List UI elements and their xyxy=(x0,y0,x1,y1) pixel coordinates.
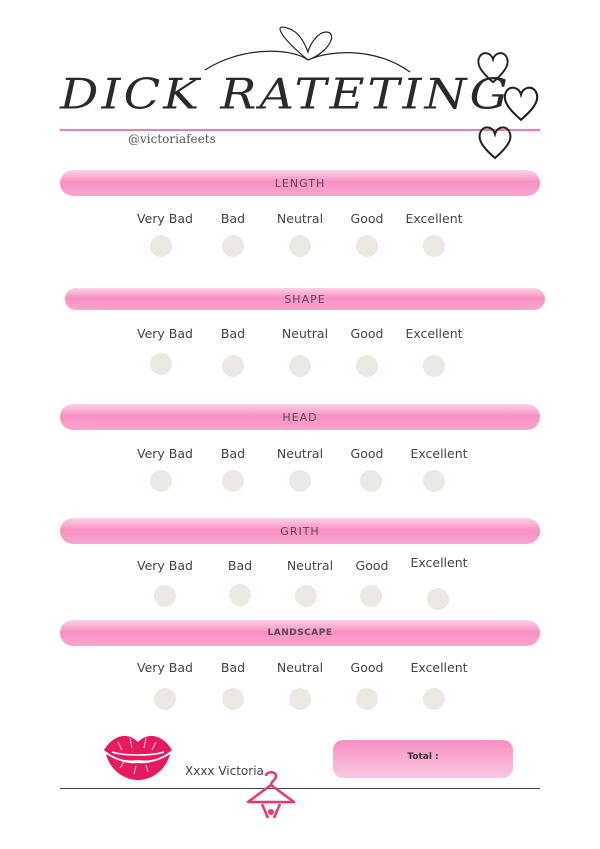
rating-dot-grith-bad[interactable] xyxy=(229,584,251,606)
section-band-head: HEAD xyxy=(60,404,540,430)
rating-dot-length-good[interactable] xyxy=(356,235,378,257)
option-label-good: Good xyxy=(355,558,389,573)
section-band-grith: GRITH xyxy=(60,518,540,544)
lips-kiss-icon xyxy=(100,728,176,784)
option-label-excellent: Excellent xyxy=(410,555,468,570)
rating-dot-shape-neutral[interactable] xyxy=(289,355,311,377)
rating-dot-shape-excellent[interactable] xyxy=(423,355,445,377)
rating-dot-length-bad[interactable] xyxy=(222,235,244,257)
rating-dot-shape-bad[interactable] xyxy=(222,355,244,377)
option-label-excellent: Excellent xyxy=(410,446,468,461)
rating-dot-landscape-bad[interactable] xyxy=(222,688,244,710)
rating-dot-head-good[interactable] xyxy=(360,470,382,492)
rating-dot-length-neutral[interactable] xyxy=(289,235,311,257)
signature-line xyxy=(60,788,540,789)
rating-dot-landscape-good[interactable] xyxy=(356,688,378,710)
option-label-excellent: Excellent xyxy=(405,326,463,341)
rating-dot-head-neutral[interactable] xyxy=(289,470,311,492)
rating-dot-length-excellent[interactable] xyxy=(423,235,445,257)
option-label-very-bad: Very Bad xyxy=(137,446,193,461)
option-label-very-bad: Very Bad xyxy=(137,326,193,341)
heart-icon xyxy=(500,82,542,124)
rating-dot-landscape-neutral[interactable] xyxy=(289,688,311,710)
option-label-bad: Bad xyxy=(220,660,246,675)
rating-dot-head-very-bad[interactable] xyxy=(150,470,172,492)
option-label-neutral: Neutral xyxy=(286,558,334,573)
option-label-very-bad: Very Bad xyxy=(137,211,193,226)
section-band-shape: SHAPE xyxy=(65,288,545,310)
heart-icon xyxy=(474,48,512,86)
signature-text: Xxxx Victoria xyxy=(185,764,264,778)
option-label-bad: Bad xyxy=(220,326,246,341)
option-label-bad: Bad xyxy=(227,558,253,573)
rating-dot-landscape-excellent[interactable] xyxy=(423,688,445,710)
hanger-icon xyxy=(244,768,298,822)
option-label-bad: Bad xyxy=(220,446,246,461)
option-label-neutral: Neutral xyxy=(276,211,324,226)
heart-icon xyxy=(475,122,515,162)
option-label-excellent: Excellent xyxy=(405,211,463,226)
option-label-neutral: Neutral xyxy=(281,326,329,341)
rating-dot-length-very-bad[interactable] xyxy=(150,235,172,257)
section-band-landscape: LANDSCAPE xyxy=(60,620,540,646)
rating-dot-shape-good[interactable] xyxy=(356,355,378,377)
rating-dot-landscape-very-bad[interactable] xyxy=(154,688,176,710)
page-title: DICK RATETING xyxy=(60,70,511,120)
option-label-very-bad: Very Bad xyxy=(137,660,193,675)
option-label-good: Good xyxy=(350,660,384,675)
rating-dot-grith-good[interactable] xyxy=(360,585,382,607)
title-underline xyxy=(60,129,540,131)
option-label-neutral: Neutral xyxy=(276,446,324,461)
option-label-excellent: Excellent xyxy=(410,660,468,675)
option-label-bad: Bad xyxy=(220,211,246,226)
option-label-good: Good xyxy=(350,326,384,341)
rating-dot-grith-very-bad[interactable] xyxy=(154,585,176,607)
option-label-good: Good xyxy=(350,211,384,226)
rating-dot-grith-excellent[interactable] xyxy=(427,588,449,610)
option-label-good: Good xyxy=(350,446,384,461)
rating-dot-shape-very-bad[interactable] xyxy=(150,353,172,375)
total-label: Total : xyxy=(407,752,439,762)
rating-dot-grith-neutral[interactable] xyxy=(295,585,317,607)
section-band-length: LENGTH xyxy=(60,170,540,196)
rating-dot-head-bad[interactable] xyxy=(222,470,244,492)
creator-handle: @victoriafeets xyxy=(128,132,216,146)
rating-dot-head-excellent[interactable] xyxy=(423,470,445,492)
option-label-neutral: Neutral xyxy=(276,660,324,675)
option-label-very-bad: Very Bad xyxy=(137,558,193,573)
